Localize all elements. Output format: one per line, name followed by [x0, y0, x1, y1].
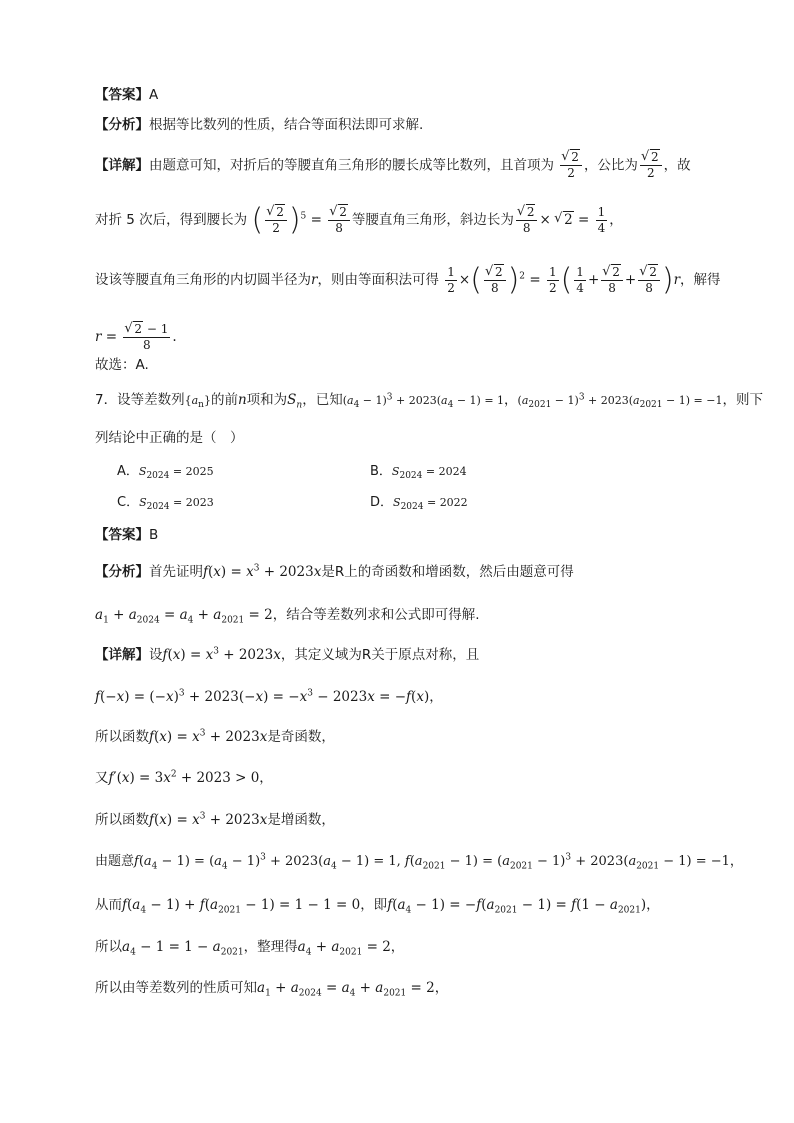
option-b[interactable]: B．$S_{2024} = 2024$ — [370, 464, 467, 482]
detail2-line-6: 由题意$f(a_4 - 1) = (a_4 - 1)^3 + 2023(a_4 - 1) = 1$, $f(a_{2021} - 1) = (a_{2021} - 1)^3 + 2023(a_{2021} - 1) = -1$， — [95, 852, 743, 872]
math-expression: ( √ $\frac{2}{2}$ )$^5$ = √ $\frac{2}{8}$ — [251, 212, 351, 228]
option-label: D． — [370, 495, 394, 510]
detail-line-1 — [95, 150, 704, 181]
question-7-line-1: 7．设等差数列$\{a_n\}$的前n项和为$S_n$，已知$(a_4 - 1)^3 + 2023(a_4 - 1) = 1$，$(a_{2021} - 1)^3 + 2023(a_{2021} - 1) = -1$，则下 — [95, 392, 763, 411]
detail-text: ，解得 — [680, 272, 721, 288]
detail-text: ， — [609, 212, 623, 228]
answer-value: B — [149, 527, 159, 543]
question-number: 7． — [95, 392, 118, 408]
detail2-line-3: 所以函数$f(x) = x^3 + 2023x$是奇函数， — [95, 728, 335, 745]
option-a[interactable]: A．$S_{2024} = 2025$ — [117, 464, 214, 482]
detail-text: 又 — [95, 770, 109, 786]
detail-text: 是增函数， — [267, 812, 335, 828]
option-label: C． — [117, 495, 140, 510]
option-d[interactable]: D．$S_{2024} = 2022$ — [370, 495, 468, 513]
question-7-line-2 — [95, 428, 704, 448]
detail-text: 所以函数 — [95, 729, 149, 745]
conclusion-text: 故选：A. — [95, 357, 149, 373]
detail-text: ，则由等面积法可得 — [317, 272, 439, 288]
detail-text: 所以函数 — [95, 812, 149, 828]
detail-text: 由题意 — [95, 854, 135, 869]
analysis-tag: 【分析】 — [95, 117, 149, 133]
analysis-text: ，结合等差数列求和公式即可得解. — [272, 607, 480, 623]
question-text: 列结论中正确的是（ ） — [95, 430, 244, 446]
detail-text: 从而 — [95, 897, 122, 913]
analysis-tag: 【分析】 — [95, 564, 149, 580]
detail-text: 是奇函数， — [267, 729, 335, 745]
answer-line-1 — [95, 85, 704, 105]
detail2-line-7: 从而$f(a_4 - 1) + f(a_{2021} - 1) = 1 - 1 = 0$，即$f(a_4 - 1) = -f(a_{2021} - 1) = f(1 - a_{2021})$， — [95, 897, 660, 916]
analysis-line-2: 【分析】首先证明$f(x) = x^3 + 2023x$是R上的奇函数和增函数，然后由题意可得 — [95, 563, 574, 580]
conclusion-line-1 — [95, 355, 704, 375]
detail2-line-5: 所以函数$f(x) = x^3 + 2023x$是增函数， — [95, 811, 335, 828]
answer-tag: 【答案】 — [95, 527, 149, 543]
question-text: ， — [504, 392, 518, 408]
option-value: 2022 — [439, 496, 468, 509]
detail-text: ，即 — [360, 897, 388, 913]
detail-text: 对折 5 次后，得到腰长为 — [95, 212, 248, 228]
analysis-line-3: $a_1 + a_{2024} = a_4 + a_{2021} = 2$，结合等差数列求和公式即可得解. — [95, 607, 480, 626]
math-expression: r = √ $\frac{2 - 1}{8}$ . — [95, 329, 177, 345]
detail-line-2 — [95, 202, 704, 238]
detail2-line-2: $f(-x) = (-x)^3 + 2023(-x) = -x^3 - 2023x = -f(x)$， — [95, 688, 443, 705]
detail-tag: 【详解】 — [95, 157, 149, 174]
question-text: 设等差数列 — [117, 392, 185, 408]
math-expression: √ $\frac{2}{8}$ × √ 2 = $\frac{1}{4}$ — [514, 212, 609, 228]
option-label: B． — [370, 464, 392, 479]
question-text: ，已知 — [302, 392, 343, 408]
analysis-text: 根据等比数列的性质，结合等面积法即可求解. — [149, 117, 424, 133]
option-value: 2025 — [185, 465, 214, 478]
detail-text: 设 — [149, 647, 163, 663]
detail-text: 设该等腰直角三角形的内切圆半径为 — [95, 272, 311, 288]
analysis-text: 是R上的奇函数和增函数，然后由题意可得 — [321, 564, 574, 580]
fraction-sqrt2-over-2: √ $\frac{2}{2}$ — [560, 150, 582, 181]
question-text: ，则下 — [722, 392, 763, 408]
question-text: 的前 — [210, 392, 238, 408]
option-label: A． — [117, 464, 139, 479]
detail2-line-8: 所以$a_4 - 1 = 1 - a_{2021}$，整理得$a_4 + a_{2021} = 2$， — [95, 939, 405, 958]
question-text: 项和为 — [246, 392, 288, 408]
detail-line-4 — [95, 322, 704, 353]
detail2-line-4: 又$f'(x) = 3x^2 + 2023 > 0$， — [95, 769, 273, 786]
detail-text: 所以由等差数列的性质可知 — [95, 980, 257, 996]
option-value: 2023 — [185, 496, 214, 509]
detail-tag: 【详解】 — [95, 647, 149, 663]
detail-text: ，整理得 — [243, 939, 298, 955]
answer-line-2 — [95, 525, 704, 545]
detail-text: 等腰直角三角形，斜边长为 — [351, 212, 514, 228]
answer-tag: 【答案】 — [95, 87, 149, 103]
option-c[interactable]: C．$S_{2024} = 2023$ — [117, 495, 214, 513]
detail-text: ，故 — [663, 157, 691, 174]
detail-line-3: 设该等腰直角三角形的内切圆半径为r，则由等面积法可得 $\frac{1}{2}$ ×( √ $\frac{2}{8}$ )$^2$ = $\frac{1}{2}$ ( $\frac{1}{4}$ + √ $\frac{2}{8}$ + √ $\frac{2}{8}$ )r，解得 — [95, 265, 704, 296]
analysis-text: 首先证明 — [149, 564, 203, 580]
analysis-line-1 — [95, 115, 704, 135]
math-expression: $\frac{1}{2}$ ×( √ $\frac{2}{8}$ )$^2$ = $\frac{1}{2}$ ( $\frac{1}{4}$ + √ $\frac{2}{8}$ + √ $\frac{2}{8}$ )r — [443, 272, 680, 288]
fraction-sqrt2-over-2: √ $\frac{2}{2}$ — [640, 150, 662, 181]
detail2-line-1: 【详解】设$f(x) = x^3 + 2023x$，其定义域为R关于原点对称，且 — [95, 646, 480, 663]
detail2-line-9: 所以由等差数列的性质可知$a_1 + a_{2024} = a_4 + a_{2021} = 2$， — [95, 980, 449, 999]
detail-text: 由题意可知，对折后的等腰直角三角形的腰长成等比数列，且首项为 — [149, 157, 554, 174]
detail-text: 所以 — [95, 939, 122, 955]
answer-value: A — [149, 87, 159, 103]
detail-text: ，公比为 — [583, 157, 638, 174]
option-value: 2024 — [438, 465, 467, 478]
detail-text: ，其定义域为R关于原点对称，且 — [280, 647, 480, 663]
